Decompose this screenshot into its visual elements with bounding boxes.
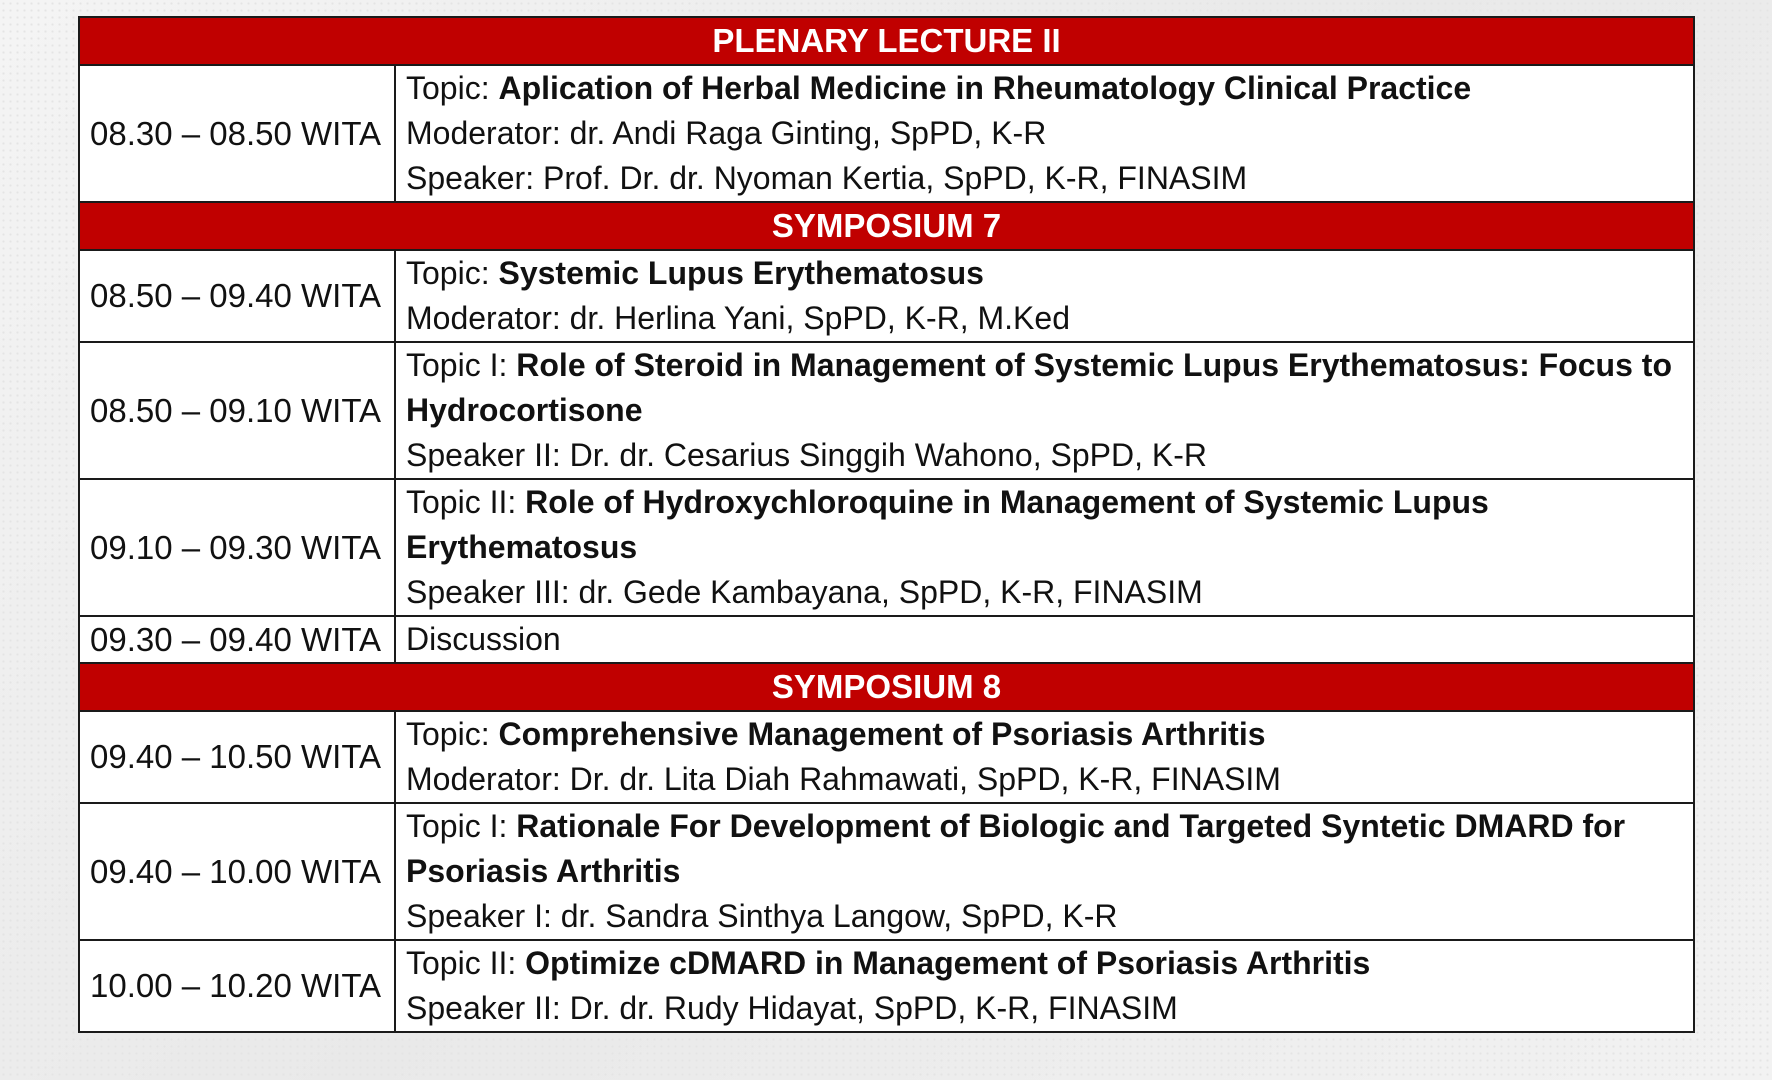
topic-line	[406, 343, 1683, 433]
schedule-row	[79, 65, 1694, 202]
topic-title: Systemic Lupus Erythematosus	[498, 255, 984, 291]
topic-title: Role of Hydroxychloroquine in Management of Systemic Lupus Erythematosus	[406, 484, 1489, 565]
moderator-line: Moderator: dr. Andi Raga Ginting, SpPD, K-R	[406, 115, 1047, 151]
topic-line	[406, 480, 1683, 570]
schedule-row	[79, 711, 1694, 803]
topic-title: Role of Steroid in Management of Systemic Lupus Erythematosus: Focus to Hydrocortisone	[406, 347, 1672, 428]
discussion-line: Discussion	[406, 621, 561, 657]
topic-prefix: Topic:	[406, 716, 499, 752]
description-cell	[395, 711, 1694, 803]
topic-prefix: Topic II:	[406, 484, 526, 520]
schedule-row	[79, 940, 1694, 1032]
topic-prefix: Topic II:	[406, 945, 526, 981]
schedule-row	[79, 616, 1694, 663]
description-cell	[395, 616, 1694, 663]
time-cell: 08.50 – 09.40 WITA	[79, 250, 395, 342]
description-cell	[395, 479, 1694, 616]
topic-prefix: Topic:	[406, 255, 499, 291]
schedule-row	[79, 479, 1694, 616]
schedule-row	[79, 250, 1694, 342]
description-cell	[395, 250, 1694, 342]
section-header	[79, 17, 1694, 65]
section-header	[79, 202, 1694, 250]
description-cell	[395, 803, 1694, 940]
time-cell: 10.00 – 10.20 WITA	[79, 940, 395, 1032]
schedule-row	[79, 342, 1694, 479]
description-cell	[395, 940, 1694, 1032]
speaker-line: Speaker II: Dr. dr. Rudy Hidayat, SpPD, K-R, FINASIM	[406, 990, 1178, 1026]
moderator-line: Moderator: Dr. dr. Lita Diah Rahmawati, SpPD, K-R, FINASIM	[406, 761, 1281, 797]
section-title: SYMPOSIUM 7	[79, 202, 1694, 250]
speaker-line: Speaker III: dr. Gede Kambayana, SpPD, K-R, FINASIM	[406, 574, 1203, 610]
topic-line	[406, 941, 1683, 986]
section-title: SYMPOSIUM 8	[79, 663, 1694, 711]
speaker-line: Speaker: Prof. Dr. dr. Nyoman Kertia, SpPD, K-R, FINASIM	[406, 160, 1248, 196]
topic-prefix: Topic I:	[406, 347, 517, 383]
time-cell: 09.40 – 10.50 WITA	[79, 711, 395, 803]
section-title: PLENARY LECTURE II	[79, 17, 1694, 65]
time-cell: 08.50 – 09.10 WITA	[79, 342, 395, 479]
topic-title: Optimize cDMARD in Management of Psoriasis Arthritis	[525, 945, 1371, 981]
topic-line	[406, 712, 1683, 757]
topic-prefix: Topic I:	[406, 808, 517, 844]
topic-prefix: Topic:	[406, 70, 499, 106]
topic-title: Aplication of Herbal Medicine in Rheumatology Clinical Practice	[498, 70, 1472, 106]
topic-line	[406, 66, 1683, 111]
topic-line	[406, 251, 1683, 296]
time-cell: 09.10 – 09.30 WITA	[79, 479, 395, 616]
speaker-line: Speaker II: Dr. dr. Cesarius Singgih Wahono, SpPD, K-R	[406, 437, 1207, 473]
topic-title: Rationale For Development of Biologic and Targeted Syntetic DMARD for Psoriasis Arthritis	[406, 808, 1626, 889]
topic-title: Comprehensive Management of Psoriasis Arthritis	[498, 716, 1266, 752]
schedule-row	[79, 803, 1694, 940]
time-cell: 08.30 – 08.50 WITA	[79, 65, 395, 202]
section-header	[79, 663, 1694, 711]
schedule-table	[78, 16, 1695, 1033]
moderator-line: Moderator: dr. Herlina Yani, SpPD, K-R, M.Ked	[406, 300, 1070, 336]
topic-line	[406, 804, 1683, 894]
time-cell: 09.30 – 09.40 WITA	[79, 616, 395, 663]
description-cell	[395, 342, 1694, 479]
speaker-line: Speaker I: dr. Sandra Sinthya Langow, SpPD, K-R	[406, 898, 1118, 934]
time-cell: 09.40 – 10.00 WITA	[79, 803, 395, 940]
description-cell	[395, 65, 1694, 202]
